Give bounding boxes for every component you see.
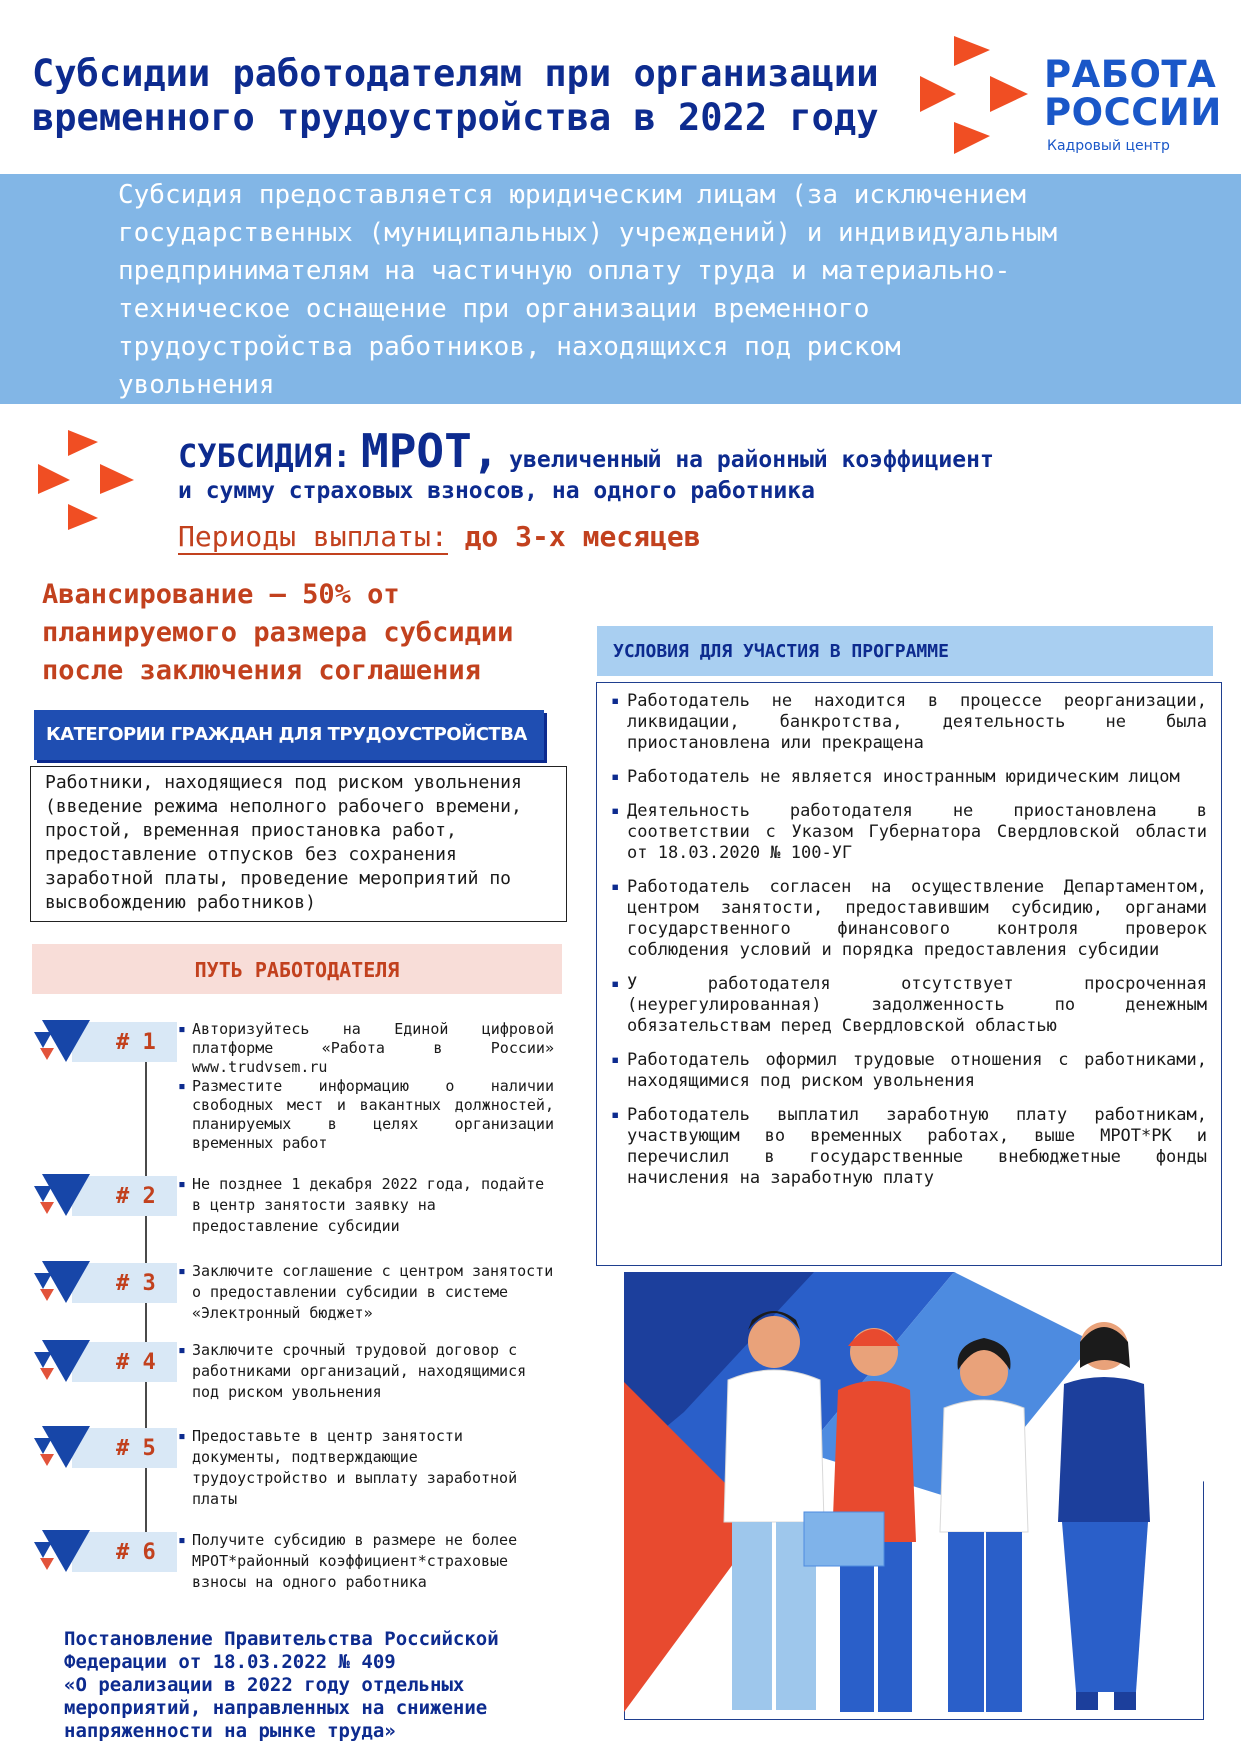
condition-item: ▪ У работодателя отсутствует просроченная (неурегулированная) задолженность по денежным обязательствам перед Свердловской областью — [611, 974, 1207, 1037]
categories-heading — [34, 710, 544, 760]
intro-line: увольнения — [118, 370, 275, 400]
subsidy-mrot: МРОТ, — [361, 424, 500, 478]
triangle-marker-icon — [30, 1172, 92, 1224]
categories-line: Работники, находящиеся под риском увольнения — [45, 772, 522, 793]
step-text — [178, 1340, 554, 1403]
categories-box — [30, 766, 567, 922]
advance-line: планируемого размера субсидии — [42, 617, 514, 648]
step-text — [178, 1530, 554, 1593]
intro-line: Субсидия предоставляется юридическим лицам (за исключением — [118, 180, 1026, 210]
step-text — [178, 1174, 554, 1237]
subsidy-heading — [178, 424, 1218, 478]
employer-path-heading-text: ПУТЬ РАБОТОДАТЕЛЯ — [194, 958, 400, 982]
condition-item: ▪ Работодатель согласен на осуществление Департаментом, центром занятости, предоставившим субсидию, органами государственного финансового контроля проверок соблюдения условий и порядка предоставления субсидии — [611, 877, 1207, 961]
step-number: # 5 — [116, 1436, 156, 1461]
step-text — [178, 1020, 554, 1153]
advance-payment-note — [42, 576, 582, 690]
payment-period-value: до 3-х месяцев — [464, 520, 701, 553]
advance-line: после заключения соглашения — [42, 655, 481, 686]
step-number: # 1 — [116, 1030, 156, 1055]
decree-line: Федерации от 18.03.2022 № 409 — [64, 1651, 396, 1673]
condition-item: ▪ Работодатель выплатил заработную плату работникам, участвующим во временных работах, выше МРОТ*РК и перечислил в государственные внебюджетные фонды начисления на заработную плату — [611, 1105, 1207, 1189]
step-number: # 6 — [116, 1540, 156, 1565]
subsidy-description: увеличенный на районный коэффициент — [509, 447, 994, 473]
payment-period-label: Периоды выплаты: — [178, 520, 448, 553]
intro-text — [118, 176, 1218, 404]
step-number: # 3 — [116, 1271, 156, 1296]
triangle-marker-icon — [30, 1259, 92, 1311]
brand-line: РОССИИ — [1044, 91, 1222, 134]
government-decree — [64, 1628, 564, 1743]
intro-line: техническое оснащение при организации временного — [118, 294, 870, 324]
condition-item: ▪ Деятельность работодателя не приостановлена в соответствии с Указом Губернатора Свердловской области от 18.03.2020 № 100-УГ — [611, 801, 1207, 864]
triangle-marker-icon — [30, 1424, 92, 1476]
employer-path-heading — [32, 944, 562, 994]
step-text — [178, 1426, 554, 1510]
brand-line: РАБОТА — [1044, 53, 1217, 96]
condition-item: ▪ Работодатель не является иностранным юридическим лицом — [611, 767, 1207, 788]
triangle-marker-icon — [30, 1338, 92, 1390]
triangle-marker-icon — [30, 1018, 92, 1070]
categories-line: простой, временная приостановка работ, — [45, 820, 457, 841]
workers-illustration — [624, 1272, 1204, 1720]
categories-line: высвобождению работников) — [45, 892, 316, 913]
step-item: ▪ Заключите срочный трудовой договор с работниками организаций, находящимися под риском увольнения — [178, 1340, 554, 1403]
intro-line: трудоустройства работников, находящихся под риском — [118, 332, 901, 362]
step-item: ▪ Получите субсидию в размере не более МРОТ*районный коэффициент*страховые взносы на одного работника — [178, 1530, 554, 1593]
advance-line: Авансирование – 50% от — [42, 579, 400, 610]
step-item: ▪ Авторизуйтесь на Единой цифровой платформе «Работа в России» www.trudvsem.ru — [178, 1020, 554, 1077]
subsidy-label: СУБСИДИЯ: — [178, 437, 352, 475]
step-number: # 4 — [116, 1350, 156, 1375]
decree-line: мероприятий, направленных на снижение — [64, 1697, 488, 1719]
step-item: ▪ Предоставьте в центр занятости документы, подтверждающие трудоустройство и выплату заработной платы — [178, 1426, 554, 1510]
conditions-heading — [597, 626, 1213, 676]
intro-line: государственных (муниципальных) учреждений) и индивидуальным — [118, 218, 1058, 248]
intro-line: предпринимателям на частичную оплату труда и материально- — [118, 256, 1011, 286]
conditions-heading-text: УСЛОВИЯ ДЛЯ УЧАСТИЯ В ПРОГРАММЕ — [613, 641, 949, 662]
brand-subtitle: Кадровый центр — [1047, 138, 1170, 154]
page-title-line: временного трудоустройства в 2022 году — [32, 96, 879, 139]
condition-item: ▪ Работодатель не находится в процессе реорганизации, ликвидации, банкротства, деятельность не была приостановлена или прекращена — [611, 691, 1207, 754]
categories-line: (введение режима неполного рабочего времени, — [45, 796, 522, 817]
categories-line: заработной платы, проведение мероприятий по — [45, 868, 511, 889]
brand-name — [1044, 53, 1222, 134]
categories-line: предоставление отпусков без сохранения — [45, 844, 457, 865]
subsidy-description-line2: и сумму страховых взносов, на одного работника — [178, 478, 815, 504]
decree-line: напряженности на рынке труда» — [64, 1720, 396, 1742]
step-text — [178, 1261, 554, 1324]
payment-period — [178, 520, 701, 553]
decree-line: «О реализации в 2022 году отдельных — [64, 1674, 465, 1696]
categories-heading-text: КАТЕГОРИИ ГРАЖДАН ДЛЯ ТРУДОУСТРОЙСТВА — [46, 724, 527, 745]
step-item: ▪ Разместите информацию о наличии свободных мест и вакантных должностей, планируемых в целях организации временных работ — [178, 1077, 554, 1153]
page-title-line: Субсидии работодателям при организации — [32, 52, 879, 95]
arrows-logo-icon — [918, 36, 1030, 154]
step-item: ▪ Не позднее 1 декабря 2022 года, подайте в центр занятости заявку на предоставление субсидии — [178, 1174, 554, 1237]
decree-line: Постановление Правительства Российской — [64, 1628, 499, 1650]
page-title — [32, 52, 912, 140]
triangle-marker-icon — [30, 1528, 92, 1580]
step-item: ▪ Заключите соглашение с центром занятости о предоставлении субсидии в системе «Электронный бюджет» — [178, 1261, 554, 1324]
arrows-logo-icon — [36, 430, 136, 530]
condition-item: ▪ Работодатель оформил трудовые отношения с работниками, находящимися под риском увольнения — [611, 1050, 1207, 1092]
step-number: # 2 — [116, 1184, 156, 1209]
conditions-box — [596, 682, 1222, 1266]
